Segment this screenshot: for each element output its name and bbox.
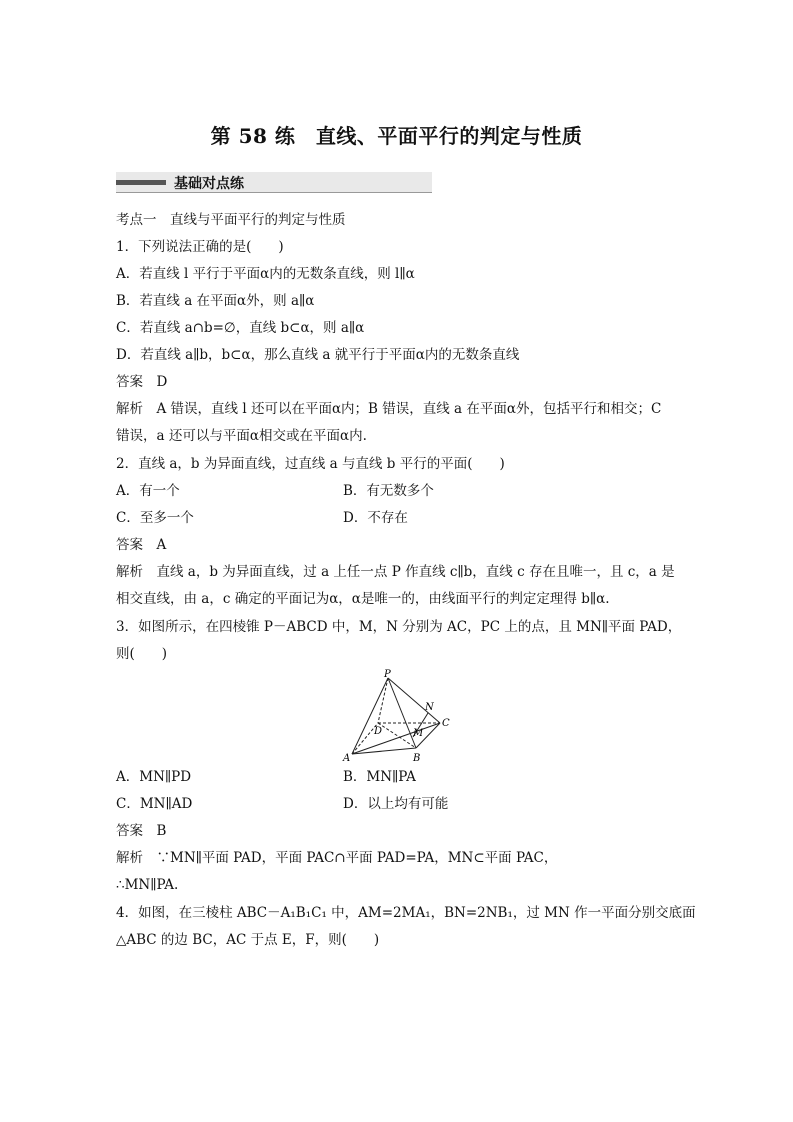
label-a: A xyxy=(343,753,351,764)
section-header-bar xyxy=(116,180,166,185)
q4-stem-line2: △ABC 的边 BC，AC 于点 E，F，则( ) xyxy=(116,932,380,948)
edge-pb xyxy=(388,678,416,748)
edge-pd xyxy=(378,678,388,723)
q3-explanation-line2: ∴MN∥PA. xyxy=(116,877,179,893)
pyramid-figure xyxy=(340,668,460,764)
page-title: 第 58 练 直线、平面平行的判定与性质 xyxy=(210,124,583,148)
label-p: P xyxy=(384,669,391,680)
q3-option-a: A．MN∥PD xyxy=(116,769,192,785)
q2-stem: 2．直线 a，b 为异面直线，过直线 a 与直线 b 平行的平面( ) xyxy=(116,456,505,472)
section-header-label: 基础对点练 xyxy=(174,176,244,192)
q1-option-a: A．若直线 l 平行于平面α内的无数条直线，则 l∥α xyxy=(116,266,415,282)
label-d: D xyxy=(374,726,383,737)
q3-stem-line1: 3．如图所示，在四棱锥 P－ABCD 中，M，N 分别为 AC，PC 上的点，且 MN∥平面 PAD， xyxy=(116,619,682,635)
edge-pc xyxy=(388,678,440,723)
q2-option-c: C．至多一个 xyxy=(116,510,194,526)
q1-stem: 1．下列说法正确的是( ) xyxy=(116,239,284,255)
label-n: N xyxy=(425,702,434,713)
q2-answer: 答案 A xyxy=(116,537,167,553)
q1-answer: 答案 D xyxy=(116,374,168,390)
q1-option-b: B．若直线 a 在平面α外，则 a∥α xyxy=(116,293,315,309)
q1-explanation-line2: 错误，a 还可以与平面α相交或在平面α内. xyxy=(116,428,367,444)
label-b: B xyxy=(413,753,421,764)
q2-explanation-line2: 相交直线，由 a，c 确定的平面记为α，α是唯一的，由线面平行的判定定理得 b∥α. xyxy=(116,591,610,607)
edge-pa xyxy=(352,678,388,754)
q4-stem-line1: 4．如图，在三棱柱 ABC－A₁B₁C₁ 中，AM=2MA₁，BN=2NB₁，过 MN 作一平面分别交底面 xyxy=(116,905,696,921)
q3-option-c: C．MN∥AD xyxy=(116,796,193,812)
q3-stem-line2: 则( ) xyxy=(116,646,168,662)
section-header-rule xyxy=(116,192,432,193)
topic-heading: 考点一 直线与平面平行的判定与性质 xyxy=(116,212,346,228)
label-c: C xyxy=(442,718,450,729)
q2-explanation-line1: 解析 直线 a，b 为异面直线，过 a 上任一点 P 作直线 c∥b，直线 c 存在且唯一，且 c，a 是 xyxy=(116,564,675,580)
edge-db xyxy=(378,723,416,748)
q2-option-d: D．不存在 xyxy=(343,510,408,526)
q1-option-c: C．若直线 a∩b=∅，直线 b⊂α，则 a∥α xyxy=(116,320,365,336)
label-m: M xyxy=(413,728,424,739)
q3-option-d: D．以上均有可能 xyxy=(343,796,449,812)
q3-answer: 答案 B xyxy=(116,823,167,839)
q3-explanation-line1: 解析 ∵MN∥平面 PAD，平面 PAC∩平面 PAD=PA，MN⊂平面 PAC， xyxy=(116,850,558,866)
q2-option-a: A．有一个 xyxy=(116,483,180,499)
q2-option-b: B．有无数多个 xyxy=(343,483,434,499)
q1-option-d: D．若直线 a∥b，b⊂α，那么直线 a 就平行于平面α内的无数条直线 xyxy=(116,347,520,363)
q3-option-b: B．MN∥PA xyxy=(343,769,416,785)
q1-explanation-line1: 解析 A 错误，直线 l 还可以在平面α内；B 错误，直线 a 在平面α外，包括平行和相交；C xyxy=(116,401,662,417)
section-header xyxy=(116,172,432,194)
